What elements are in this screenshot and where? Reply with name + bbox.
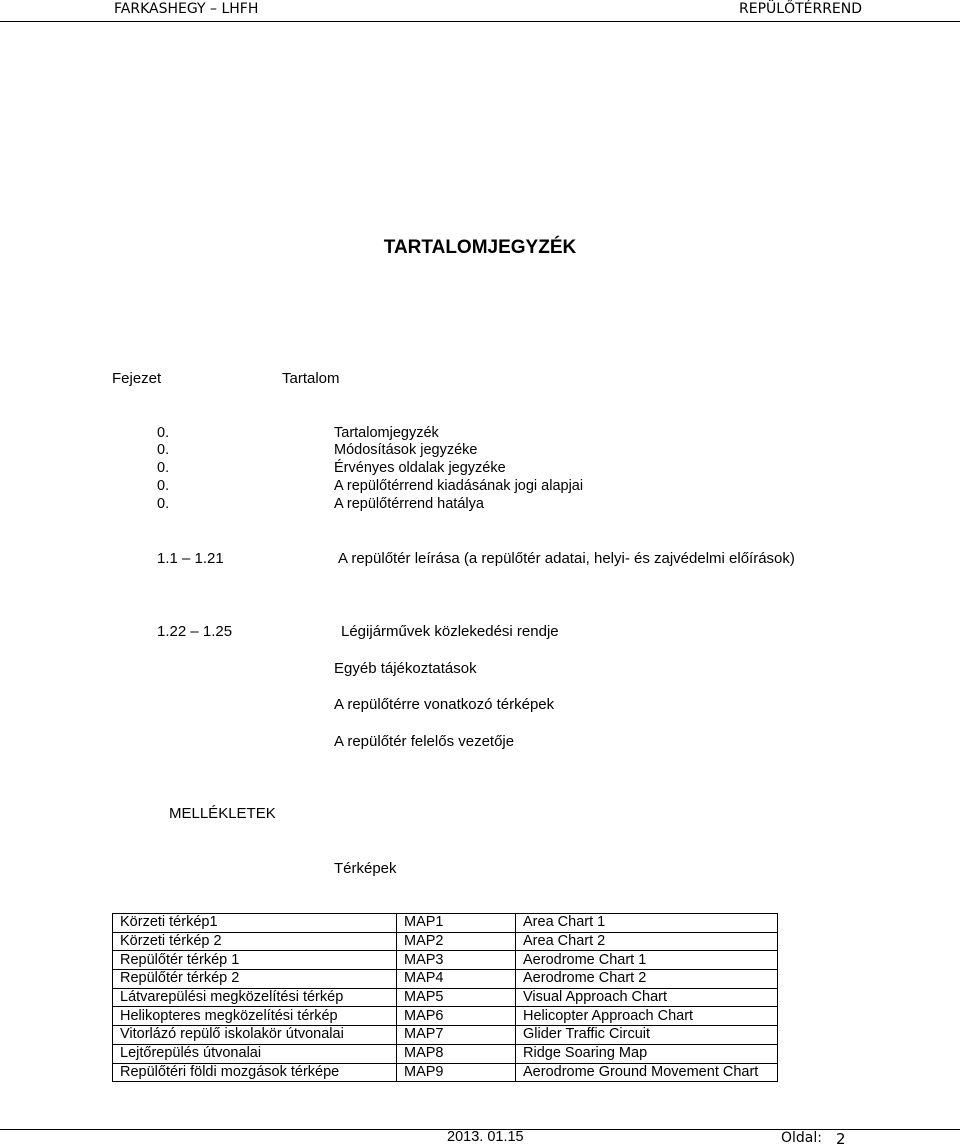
section1-content: A repülőtér leírása (a repülőtér adatai, helyi- és zajvédelmi előírások) [338, 550, 795, 567]
section2-item: A repülőtérre vonatkozó térképek [334, 696, 555, 713]
maps-heading: Térképek [334, 860, 397, 877]
table-row [113, 1044, 778, 1063]
section2-chapter: 1.22 – 1.25 [157, 623, 233, 640]
map-name-en: Visual Approach Chart [516, 988, 778, 1007]
map-name-en: Area Chart 1 [516, 914, 778, 933]
section2-item: Egyéb tájékoztatások [334, 660, 477, 677]
toc-chapter: 0. [157, 442, 170, 458]
section2-item: A repülőtér felelős vezetője [334, 733, 515, 750]
map-name-hu: Repülőtéri földi mozgások térképe [113, 1063, 397, 1082]
map-name-en: Aerodrome Chart 1 [516, 951, 778, 970]
footer-page-label: Oldal: [781, 1130, 822, 1146]
footer-page-number: 2 [836, 1130, 846, 1148]
section1-chapter: 1.1 – 1.21 [157, 550, 224, 567]
toc-entry: A repülőtérrend kiadásának jogi alapjai [334, 478, 584, 494]
map-name-hu: Körzeti térkép1 [113, 914, 397, 933]
map-code: MAP4 [397, 970, 516, 989]
page-title: TARTALOMJEGYZÉK [383, 237, 577, 258]
map-name-hu: Helikopteres megközelítési térkép [113, 1007, 397, 1026]
column-header-content: Tartalom [282, 370, 340, 387]
toc-entry: Érvényes oldalak jegyzéke [334, 460, 506, 476]
toc-chapter: 0. [157, 496, 170, 512]
table-row [113, 914, 778, 933]
map-code: MAP9 [397, 1063, 516, 1082]
toc-entry: A repülőtérrend hatálya [334, 496, 484, 512]
map-name-hu: Repülőtér térkép 2 [113, 970, 397, 989]
toc-entry: Módosítások jegyzéke [334, 442, 478, 458]
table-row [113, 1063, 778, 1082]
map-code: MAP6 [397, 1007, 516, 1026]
map-name-en: Aerodrome Chart 2 [516, 970, 778, 989]
map-name-hu: Lejtőrepülés útvonalai [113, 1044, 397, 1063]
header-divider [0, 21, 960, 22]
header-site: FARKASHEGY – LHFH [114, 1, 259, 17]
table-row [113, 988, 778, 1007]
map-name-en: Glider Traffic Circuit [516, 1026, 778, 1045]
footer-date: 2013. 01.15 [447, 1129, 524, 1145]
map-name-en: Aerodrome Ground Movement Chart [516, 1063, 778, 1082]
page-header [0, 0, 960, 22]
table-row [113, 932, 778, 951]
maps-table [112, 913, 778, 1082]
table-row [113, 951, 778, 970]
column-header-chapter: Fejezet [112, 370, 162, 387]
map-code: MAP2 [397, 932, 516, 951]
toc-chapter: 0. [157, 425, 170, 441]
map-code: MAP3 [397, 951, 516, 970]
map-code: MAP7 [397, 1026, 516, 1045]
map-name-en: Helicopter Approach Chart [516, 1007, 778, 1026]
map-name-hu: Körzeti térkép 2 [113, 932, 397, 951]
appendix-heading: MELLÉKLETEK [169, 805, 276, 822]
table-row [113, 1026, 778, 1045]
table-row [113, 1007, 778, 1026]
map-code: MAP5 [397, 988, 516, 1007]
header-doc-title: REPÜLŐTÉRREND [739, 1, 863, 17]
map-name-hu: Repülőtér térkép 1 [113, 951, 397, 970]
table-row [113, 970, 778, 989]
toc-entry: Tartalomjegyzék [334, 425, 439, 441]
map-name-hu: Vitorlázó repülő iskolakör útvonalai [113, 1026, 397, 1045]
map-name-hu: Látvarepülési megközelítési térkép [113, 988, 397, 1007]
map-name-en: Ridge Soaring Map [516, 1044, 778, 1063]
section2-item: Légijárművek közlekedési rendje [341, 623, 559, 640]
map-name-en: Area Chart 2 [516, 932, 778, 951]
map-code: MAP8 [397, 1044, 516, 1063]
toc-chapter: 0. [157, 478, 170, 494]
toc-chapter: 0. [157, 460, 170, 476]
map-code: MAP1 [397, 914, 516, 933]
